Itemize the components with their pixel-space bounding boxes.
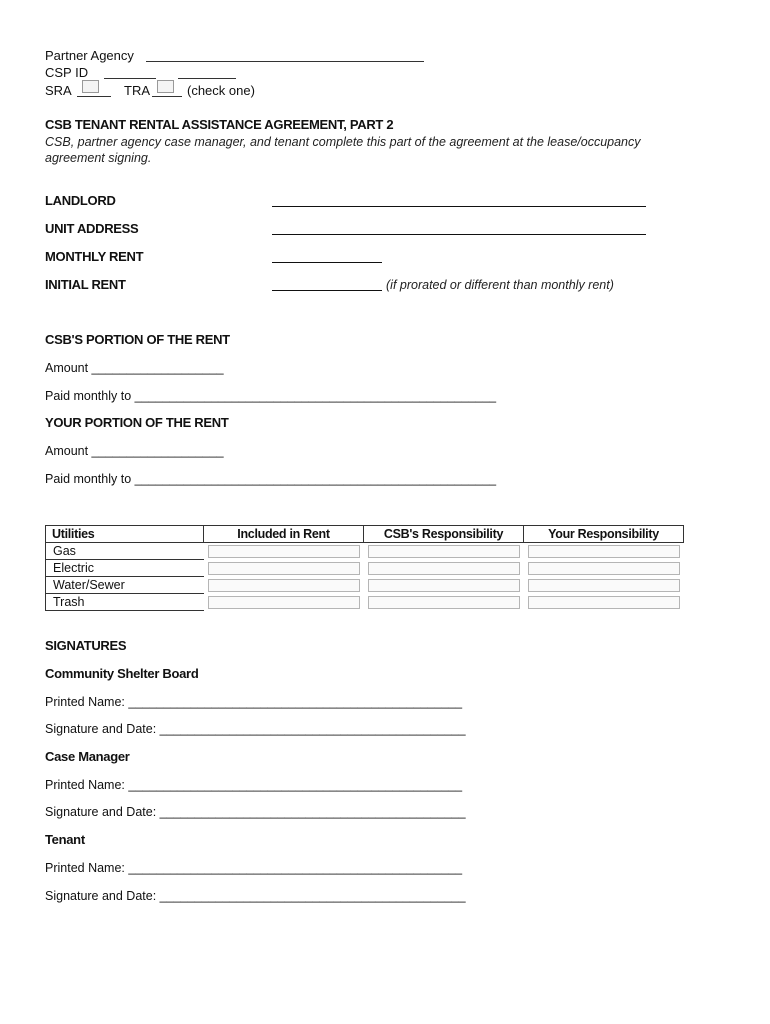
subtitle-line-2: agreement signing. <box>45 151 152 165</box>
partner-agency-label: Partner Agency <box>45 48 134 63</box>
landlord-field[interactable] <box>272 206 646 207</box>
electric-your-checkbox[interactable] <box>528 562 680 575</box>
utilities-table <box>45 525 684 611</box>
csb-amount-field[interactable]: Amount ___________________ <box>45 361 224 375</box>
sra-underline <box>77 96 111 97</box>
signatures-heading: SIGNATURES <box>45 638 127 653</box>
tra-underline <box>152 96 182 97</box>
monthly-rent-field[interactable] <box>272 262 382 263</box>
utility-label: Gas <box>46 543 204 560</box>
unit-address-label: UNIT ADDRESS <box>45 221 139 236</box>
csb-signature-date-field[interactable]: Signature and Date: ____________________________________________ <box>45 722 466 736</box>
utility-label: Water/Sewer <box>46 577 204 594</box>
initial-rent-note: (if prorated or different than monthly rent) <box>386 278 614 292</box>
water-csb-checkbox[interactable] <box>368 579 520 592</box>
landlord-label: LANDLORD <box>45 193 116 208</box>
water-included-checkbox[interactable] <box>208 579 360 592</box>
document-title: CSB TENANT RENTAL ASSISTANCE AGREEMENT, PART 2 <box>45 117 394 132</box>
your-portion-heading: YOUR PORTION OF THE RENT <box>45 415 229 430</box>
utility-row-water <box>46 577 684 594</box>
csb-portion-heading: CSB'S PORTION OF THE RENT <box>45 332 230 347</box>
utility-row-gas <box>46 543 684 560</box>
tenant-printed-name-field[interactable]: Printed Name: ________________________________________________ <box>45 861 463 875</box>
csp-id-label: CSP ID <box>45 65 89 80</box>
your-amount-field[interactable]: Amount ___________________ <box>45 444 224 458</box>
col-your-responsibility: Your Responsibility <box>524 526 684 543</box>
tra-label: TRA <box>124 83 150 98</box>
tenant-heading: Tenant <box>45 832 85 847</box>
csp-id-field-2[interactable] <box>178 78 236 79</box>
subtitle-line-1: CSB, partner agency case manager, and tenant complete this part of the agreement at the lease/occupancy <box>45 135 641 149</box>
case-manager-heading: Case Manager <box>45 749 130 764</box>
check-one-note: (check one) <box>187 83 255 98</box>
col-utilities: Utilities <box>46 526 204 543</box>
initial-rent-field[interactable] <box>272 290 382 291</box>
tenant-signature-date-field[interactable]: Signature and Date: ____________________________________________ <box>45 889 466 903</box>
initial-rent-label: INITIAL RENT <box>45 277 126 292</box>
gas-included-checkbox[interactable] <box>208 545 360 558</box>
gas-csb-checkbox[interactable] <box>368 545 520 558</box>
case-manager-printed-name-field[interactable]: Printed Name: ________________________________________________ <box>45 778 463 792</box>
electric-csb-checkbox[interactable] <box>368 562 520 575</box>
col-included-in-rent: Included in Rent <box>204 526 364 543</box>
csp-id-field-1[interactable] <box>104 78 156 79</box>
trash-csb-checkbox[interactable] <box>368 596 520 609</box>
csb-printed-name-field[interactable]: Printed Name: ________________________________________________ <box>45 695 463 709</box>
your-paid-to-field[interactable]: Paid monthly to ____________________________________________________ <box>45 472 497 486</box>
trash-your-checkbox[interactable] <box>528 596 680 609</box>
csb-paid-to-field[interactable]: Paid monthly to ____________________________________________________ <box>45 389 497 403</box>
utility-label: Trash <box>46 594 204 611</box>
monthly-rent-label: MONTHLY RENT <box>45 249 144 264</box>
case-manager-signature-date-field[interactable]: Signature and Date: ____________________________________________ <box>45 805 466 819</box>
sra-label: SRA <box>45 83 72 98</box>
gas-your-checkbox[interactable] <box>528 545 680 558</box>
csb-signature-heading: Community Shelter Board <box>45 666 199 681</box>
trash-included-checkbox[interactable] <box>208 596 360 609</box>
utilities-header-row <box>46 526 684 543</box>
water-your-checkbox[interactable] <box>528 579 680 592</box>
unit-address-field[interactable] <box>272 234 646 235</box>
utility-label: Electric <box>46 560 204 577</box>
utility-row-electric <box>46 560 684 577</box>
utility-row-trash <box>46 594 684 611</box>
col-csb-responsibility: CSB's Responsibility <box>364 526 524 543</box>
partner-agency-field[interactable] <box>146 61 424 62</box>
tra-checkbox[interactable] <box>157 80 174 93</box>
electric-included-checkbox[interactable] <box>208 562 360 575</box>
sra-checkbox[interactable] <box>82 80 99 93</box>
